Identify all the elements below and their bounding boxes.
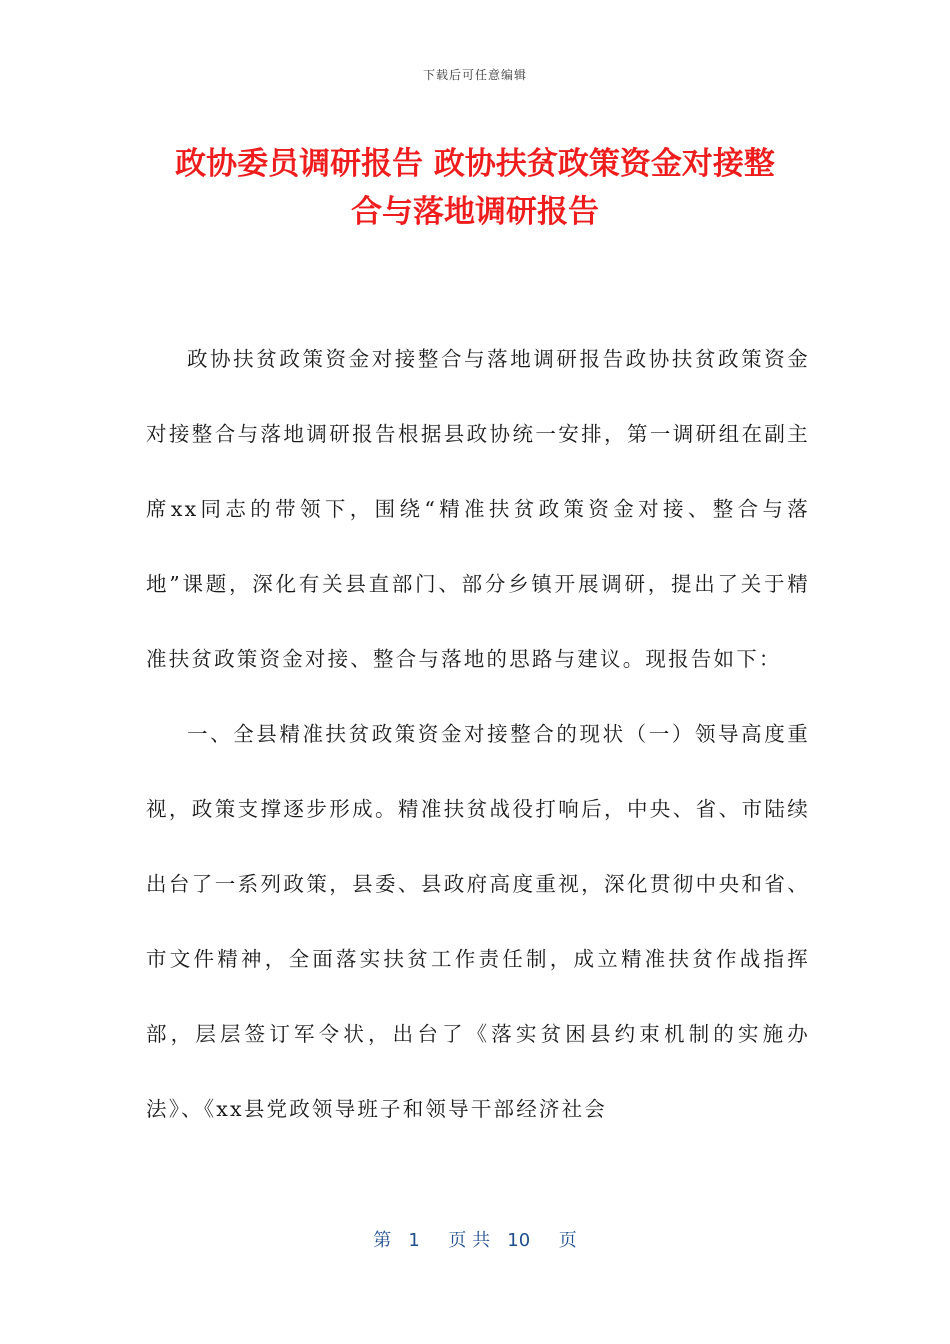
page-footer: 第 1 页 共 10 页	[373, 1230, 577, 1251]
document-body	[146, 322, 810, 1147]
title-line-1: 政协委员调研报告 政协扶贫政策资金对接整	[175, 146, 775, 182]
title-line-2: 合与落地调研报告	[351, 194, 599, 230]
document-title	[120, 140, 830, 236]
paragraph-intro: 政协扶贫政策资金对接整合与落地调研报告政协扶贫政策资金对接整合与落地调研报告根据县政协统一安排，第一调研组在副主席xx同志的带领下，围绕“精准扶贫政策资金对接、整合与落地”课题，深化有关县直部门、部分乡镇开展调研，提出了关于精准扶贫政策资金对接、整合与落地的思路与建议。现报告如下：	[146, 347, 810, 671]
header-note: 下载后可任意编辑	[422, 68, 527, 82]
paragraph-section-1: 一、全县精准扶贫政策资金对接整合的现状（一）领导高度重视，政策支撑逐步形成。精准扶贫战役打响后，中央、省、市陆续出台了一系列政策，县委、县政府高度重视，深化贯彻中央和省、市文件精神，全面落实扶贫工作责任制，成立精准扶贫作战指挥部，层层签订军令状，出台了《落实贫困县约束机制的实施办法》、《xx县党政领导班子和领导干部经济社会	[146, 722, 810, 1121]
